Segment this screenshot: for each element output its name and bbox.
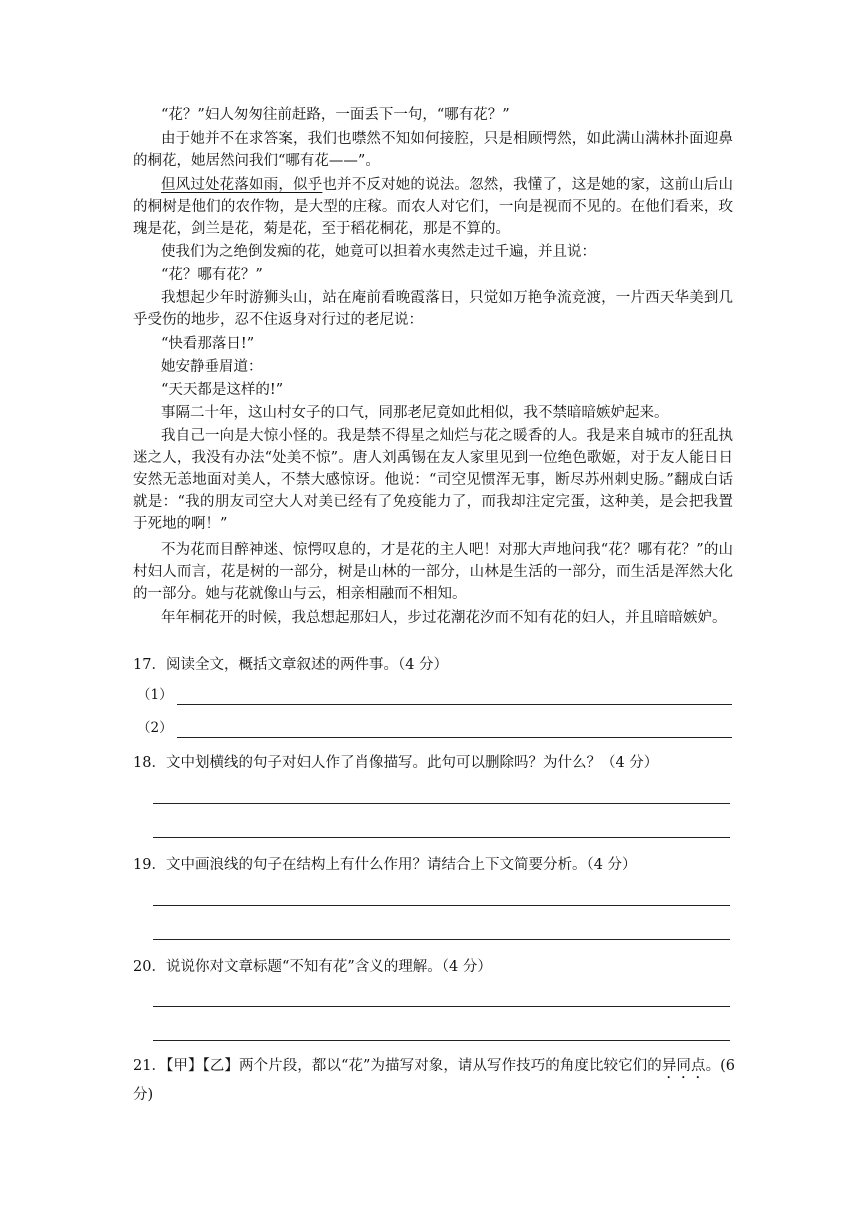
question-21 [133,1053,735,1108]
question-17: 17．阅读全文，概括文章叙述的两件事。（4 分） [133,657,449,673]
question-21-score: 。(6 分) [133,1058,736,1103]
passage-paragraph-9: “天天都是这样的!” [161,382,284,398]
passage-paragraph-8: 她安静垂眉道： [161,359,263,375]
underlined-sentence: 但风过处花落如雨，似乎 [161,177,323,193]
emphasis-points: 点 [690,1058,706,1074]
passage-paragraph-1: “花？”妇人匆匆往前赶路，一面丢下一句，“哪有花？” [161,107,510,123]
question-20: 20．说说你对文章标题“不知有花”含义的理解。（4 分） [133,959,492,975]
answer-row-17-2 [137,716,732,738]
passage-paragraph-13: 年年桐花开的时候，我总想起那妇人，步过花潮花汐而不知有花的妇人，并且暗暗嫉妒。 [161,610,727,626]
answer-label-2: （2） [137,720,173,736]
answer-line-18-2[interactable] [153,837,730,838]
passage-paragraph-4: 使我们为之绝倒发痴的花，她竟可以担着水夷然走过千遍，并且说： [161,244,596,260]
passage-paragraph-11: 我自己一向是大惊小怪的。我是禁不得星之灿烂与花之暖香的人。我是来自城市的狂乱执迷之人，我没有办法“处美不惊”。唐人刘禹锡在友人家里见到一位绝色歌姬，对于友人能日日安然无恙地面对美人，不禁大感惊讶。他说：“司空见惯浑无事，断尽苏州刺史肠。”翻成白话就是：“我的朋友司空大人对美已经有了免疫能力了，而我却注定完蛋，这种美，是会把我置于死地的啊！” [133,428,733,532]
answer-line-17-1[interactable] [177,704,732,705]
passage-paragraph-12: 不为花而目醉神迷、惊愕叹息的，才是花的主人吧！对那大声地问我“花？哪有花？”的山村妇人而言，花是树的一部分，树是山林的一部分，山林是生活的一部分，而生活是浑然大化的一部分。她与花就像山与云，相亲相融而不相知。 [133,542,733,602]
answer-line-20-1[interactable] [153,1006,730,1007]
answer-label-1: （1） [137,687,173,703]
passage-paragraph-7: “快看那落日!” [161,336,255,352]
question-18: 18．文中划横线的句子对妇人作了肖像描写。此句可以删除吗？为什么？（4 分） [133,755,659,771]
answer-line-19-2[interactable] [153,939,730,940]
passage-paragraph-3 [133,174,733,240]
passage-paragraph-6: 我想起少年时游狮头山，站在庵前看晚霞落日，只觉如万艳争流竞渡，一片西天华美到几乎受伤的地步，忍不住返身对行过的老尼说： [133,290,733,328]
passage-paragraph-2: 由于她并不在求答案，我们也噤然不知如何接腔，只是相顾愕然，如此满山满林扑面迎鼻的桐花，她居然问我们“哪有花——”。 [133,131,733,169]
answer-line-19-1[interactable] [153,905,730,906]
question-19: 19．文中画浪线的句子在结构上有什么作用？请结合上下文简要分析。（4 分） [133,857,637,873]
paragraph-3-rest: 也并不反对她的说法。忽然，我懂了，这是她的家，这前山后山的桐树是他们的农作物，是大型的庄稼。而农人对它们，一向是视而不见的。在他们看来，玫瑰是花，剑兰是花，菊是花，至于稻花桐花，那是不算的。 [133,177,734,237]
answer-line-17-2[interactable] [177,737,732,738]
answer-line-20-2[interactable] [153,1040,730,1041]
passage-paragraph-10: 事隔二十年，这山村女子的口气，同那老尼竟如此相似，我不禁暗暗嫉妒起来。 [161,405,669,421]
emphasis-similarities-differences: 异同 [661,1058,691,1074]
answer-row-17-1 [137,683,732,705]
question-21-text: 21．【甲】【乙】两个片段，都以“花”为描写对象，请从写作技巧的角度比较它们的 [133,1058,662,1074]
answer-line-18-1[interactable] [153,803,730,804]
passage-paragraph-5: “花？哪有花？” [161,267,263,283]
